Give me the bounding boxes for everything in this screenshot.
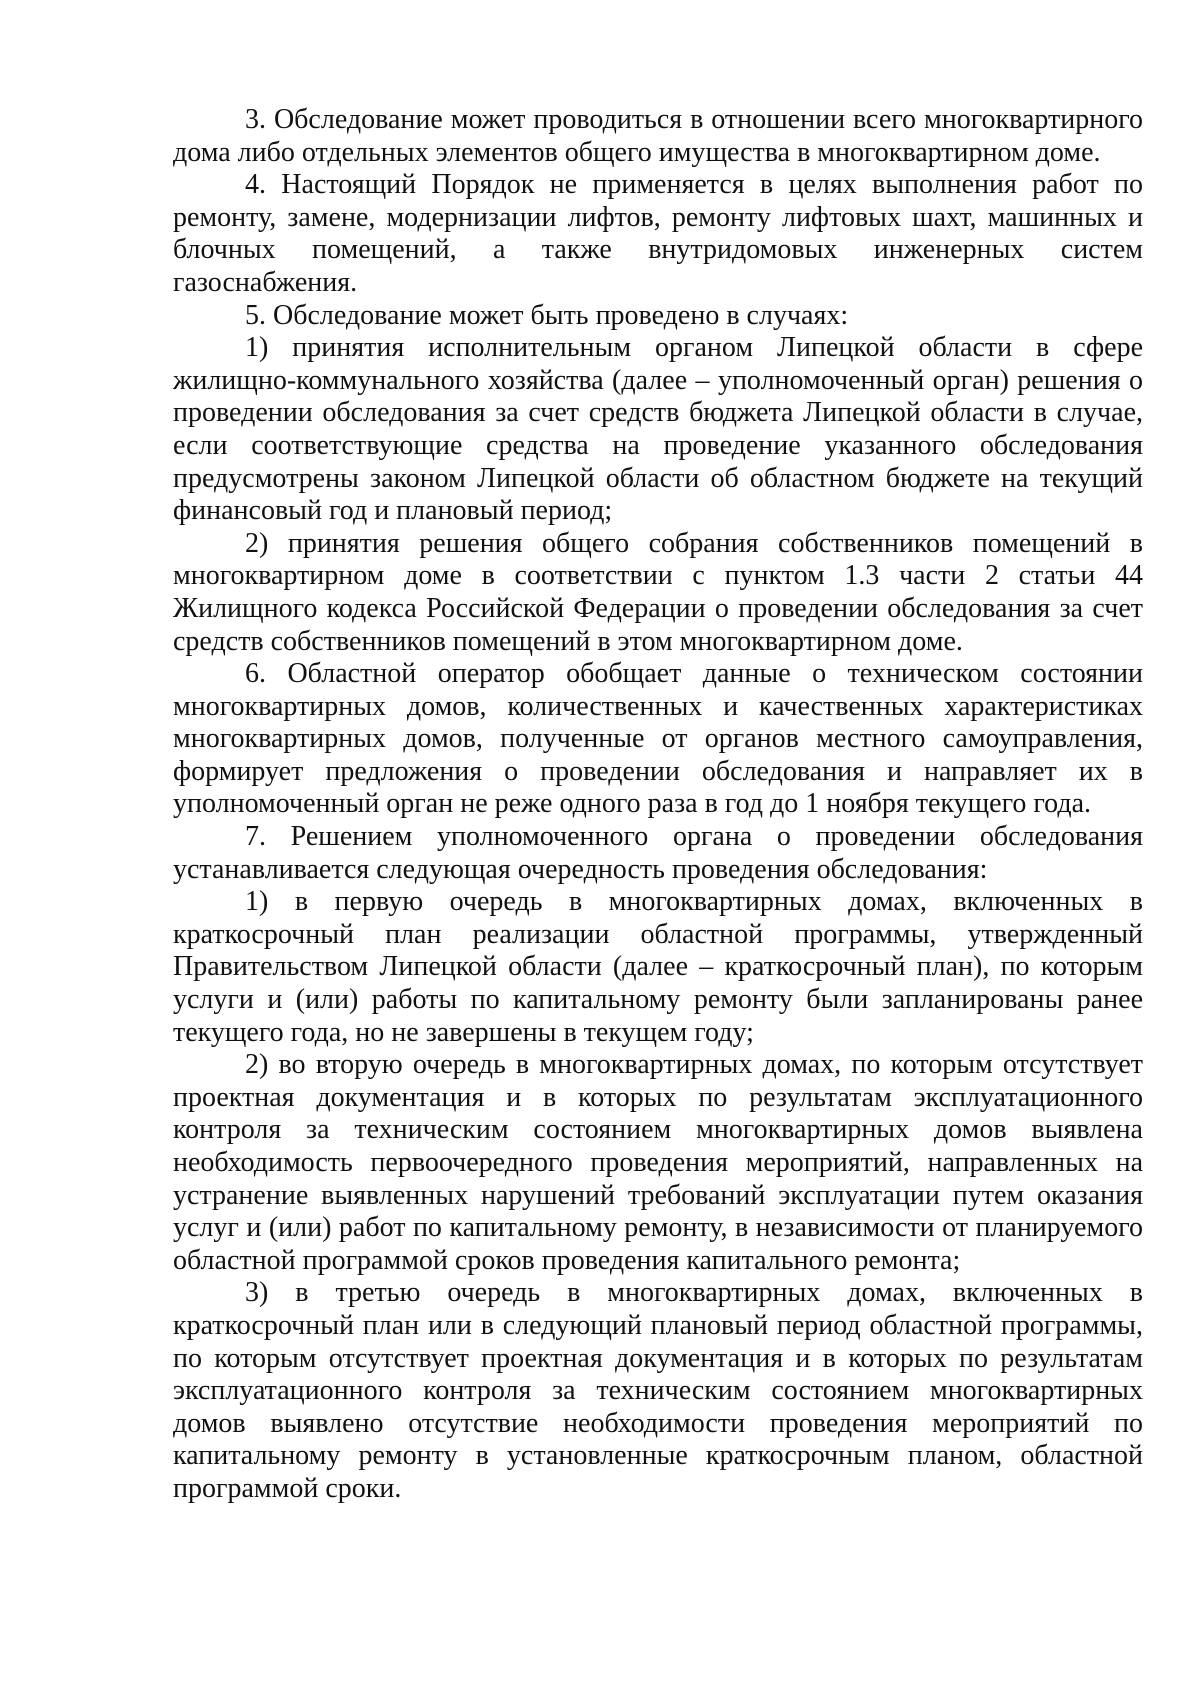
paragraph-item-4: 4. Настоящий Порядок не применяется в целях выполнения работ по ремонту, замене, модернизации лифтов, ремонту лифтовых шахт, машинных и блочных помещений, а также внутридомовых инженерных систем газоснабжения. xyxy=(173,169,1143,298)
paragraph-item-5: 5. Обследование может быть проведено в случаях: xyxy=(245,299,849,331)
paragraph-item-7: 7. Решением уполномоченного органа о проведении обследования устанавливается следующая очередность проведения обследования: xyxy=(173,821,1143,885)
document-page xyxy=(173,104,1143,1506)
paragraph-subitem-7-3: 3) в третью очередь в многоквартирных домах, включенных в краткосрочный план или в следующий плановый период областной программы, по которым отсутствует проектная документация и в которых по результатам эксплуатационного контроля за техническим состоянием многоквартирных домов выявлено отсутствие необходимости проведения мероприятий по капитальному ремонту в установленные краткосрочным планом, областной программой сроки. xyxy=(173,1277,1143,1504)
paragraph-subitem-5-2: 2) принятия решения общего собрания собственников помещений в многоквартирном доме в соответствии с пунктом 1.3 части 2 статьи 44 Жилищного кодекса Российской Федерации о проведении обследования за счет средств собственников помещений в этом многоквартирном доме. xyxy=(173,527,1143,657)
paragraph-item-6: 6. Областной оператор обобщает данные о техническом состоянии многоквартирных домов, количественных и качественных характеристиках многоквартирных домов, полученные от органов местного самоуправления, формирует предложения о проведении обследования и направляет их в уполномоченный орган не реже одного раза в год до 1 ноября текущего года. xyxy=(173,658,1143,820)
paragraph-subitem-7-1: 1) в первую очередь в многоквартирных домах, включенных в краткосрочный план реализации областной программы, утвержденный Правительством Липецкой области (далее – краткосрочный план), по которым услуги и (или) работы по капитальному ремонту были запланированы ранее текущего года, но не завершены в текущем году; xyxy=(173,886,1143,1048)
paragraph-subitem-7-2: 2) во вторую очередь в многоквартирных домах, по которым отсутствует проектная документация и в которых по результатам эксплуатационного контроля за техническим состоянием многоквартирных домов выявлена необходимость первоочередного проведения мероприятий, направленных на устранение выявленных нарушений требований эксплуатации путем оказания услуг и (или) работ по капитальному ремонту, в независимости от планируемого областной программой сроков проведения капитального ремонта; xyxy=(173,1049,1143,1276)
paragraph-subitem-5-1: 1) принятия исполнительным органом Липецкой области в сфере жилищно-коммунального хозяйства (далее – уполномоченный орган) решения о проведении обследования за счет средств бюджета Липецкой области в случае, если соответствующие средства на проведение указанного обследования предусмотрены законом Липецкой области об областном бюджете на текущий финансовый год и плановый период; xyxy=(173,332,1143,527)
paragraph-item-3: 3. Обследование может проводиться в отношении всего многоквартирного дома либо отдельных элементов общего имущества в многоквартирном доме. xyxy=(173,104,1143,168)
